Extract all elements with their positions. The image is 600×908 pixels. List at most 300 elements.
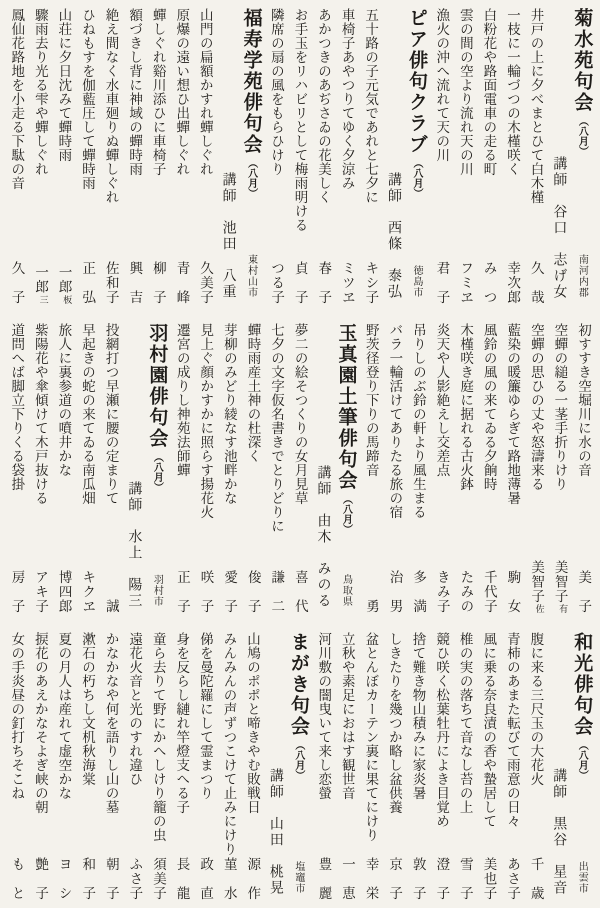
haiku-author: 一 恵: [340, 856, 356, 900]
haiku-author-group: [171, 261, 191, 305]
haiku-column: [146, 8, 169, 308]
haiku-author-group: [7, 570, 27, 614]
haiku-author-group: [573, 570, 593, 614]
haiku-column: [52, 323, 75, 617]
haiku-author: 君 子: [434, 260, 450, 304]
haiku-author: あさ子: [505, 856, 521, 900]
haiku-column: [265, 8, 288, 308]
haiku-author: 青 峰: [174, 260, 190, 304]
haiku-author: 貞 子: [292, 260, 308, 304]
haiku-author-group: [54, 570, 74, 614]
haiku-column: [430, 323, 453, 617]
haiku-author-group: [172, 570, 192, 614]
haiku-author-group: [195, 857, 215, 901]
haiku-text: 遠花火音と光のすれ違ひ: [127, 632, 143, 786]
haiku-author: 澄 子: [434, 856, 450, 900]
lecturer-name: 池田 八重: [220, 220, 236, 300]
haiku-author: 敦 子: [410, 856, 426, 900]
club-title-line: [569, 8, 595, 308]
haiku-column: [288, 323, 311, 617]
club-title-group: [568, 8, 595, 156]
haiku-author: 雪 子: [457, 856, 473, 900]
author-note: 三: [38, 295, 49, 304]
haiku-text: 木槿咲き庭に据れる古火鉢: [458, 323, 474, 491]
haiku-text: 雲の間の空より流れ天の川: [457, 8, 473, 176]
haiku-author-group: [266, 261, 286, 305]
haiku-author-group: [77, 570, 97, 614]
haiku-author-group: [360, 261, 380, 305]
haiku-column: [406, 632, 429, 904]
haiku-text: 河川敷の闇曳いて来し恋螢: [316, 632, 332, 800]
haiku-author: 久 子: [9, 260, 25, 304]
haiku-text: 空蟬の思ひの丈や怒濤来る: [528, 323, 544, 491]
haiku-text: あかつきのあぢさゐの花美しく: [316, 8, 331, 204]
author-note: 有: [558, 604, 569, 613]
haiku-column: [123, 8, 146, 308]
haiku-author-group: [479, 570, 499, 614]
club-city-label: 南河内郡: [576, 254, 588, 298]
haiku-column: [453, 632, 476, 904]
haiku-author: つる子: [269, 260, 285, 304]
haiku-author-group: [431, 857, 451, 901]
haiku-author-group: [172, 857, 192, 901]
lecturer-label: 講師: [315, 465, 331, 497]
lecturer-line: [123, 323, 144, 617]
haiku-column: [524, 8, 547, 308]
club-city-label: 東村山市: [245, 254, 257, 298]
haiku-author-group: [101, 261, 121, 305]
haiku-author: 和 子: [80, 856, 96, 900]
haiku-column: [241, 632, 264, 904]
haiku-column: [430, 8, 453, 308]
haiku-text: バラ一輪活けてありたる旅の宿: [387, 323, 403, 519]
haiku-column: [194, 8, 217, 308]
haiku-column: [454, 8, 477, 308]
haiku-text: 七夕の文字仮名書きでとりどりに: [269, 323, 285, 533]
haiku-author: 博四郎: [56, 569, 72, 613]
haiku-text: 初すすき空堀川に水の音: [575, 323, 591, 477]
club-title-group: [403, 8, 430, 198]
haiku-author-group: [408, 857, 428, 901]
club-month-label: ︵八月︶: [576, 116, 588, 156]
haiku-text: 芽柳のみどり綾なす池畔かな: [221, 323, 237, 505]
haiku-author-group: [148, 857, 168, 901]
club-title: 和光俳句会: [571, 632, 593, 737]
haiku-author: 須美子: [150, 856, 166, 900]
club-title-line: [285, 632, 311, 904]
haiku-author: 美 子: [576, 569, 592, 613]
haiku-text: 腹に来る三尺玉の大花火: [528, 632, 544, 786]
club-title-line: [333, 323, 359, 617]
club-title: 菊水苑句会: [571, 8, 593, 113]
haiku-column: [99, 8, 122, 308]
haiku-text: ひねもすを伽藍圧して蟬時雨: [79, 8, 95, 190]
club-city-label: 鳥取県: [340, 574, 352, 607]
haiku-text: 捩花のあえかなそよぎ峡の朝: [32, 632, 48, 814]
club-section-header: [548, 632, 595, 904]
haiku-column: [170, 323, 193, 617]
haiku-author: アキ子: [33, 569, 49, 613]
haiku-text: 盆とんぼカーテン裏に果てにけり: [363, 632, 379, 842]
lecturer-label: 講師: [220, 172, 236, 204]
haiku-author: 朝 子: [103, 856, 119, 900]
haiku-text: 絶え間なく水車廻りぬ蟬しぐれ: [103, 8, 119, 204]
haiku-text: 身を反らし縺れ竿燈支へる子: [174, 632, 190, 814]
haiku-author: 治 男: [387, 569, 403, 613]
lecturer-name: 谷口 志げ女: [551, 204, 567, 300]
haiku-column: [524, 632, 547, 904]
haiku-text: 隣席の扇の風をもらひけり: [268, 8, 284, 176]
lecturer-line: [264, 632, 285, 904]
haiku-author-group: [337, 857, 357, 901]
club-title-group: [143, 323, 170, 492]
haiku-author-group: [408, 570, 428, 614]
club-month-label: ︵八月︶: [245, 158, 257, 198]
haiku-column: [288, 8, 311, 308]
lecturer-name: 山田 桃晃: [267, 816, 283, 896]
haiku-column: [52, 632, 75, 904]
haiku-column: [454, 323, 477, 617]
haiku-text: 女の手炎昼の釘打ちそこね: [9, 632, 25, 800]
haiku-author-group: [550, 560, 570, 614]
haiku-text: 原爆の遠い想ひ出蟬しぐれ: [174, 8, 190, 176]
haiku-author-group: [30, 265, 50, 304]
haiku-author-group: [30, 570, 50, 614]
haiku-text: 道問へば脚立下りくる袋掛: [9, 323, 25, 491]
haiku-text: 驟雨去り光る雫や蟬しぐれ: [32, 8, 48, 176]
haiku-author: 誠: [103, 598, 119, 613]
haiku-author: も と: [9, 856, 25, 900]
haiku-author-group: [502, 857, 522, 901]
haiku-text: 蟬時雨産土神の杜深く: [245, 323, 261, 463]
haiku-author: 千 歳: [528, 856, 544, 900]
haiku-author: 菫 水: [221, 856, 237, 900]
haiku-author: 多 満: [411, 569, 427, 613]
haiku-author: 久美子: [198, 260, 213, 304]
haiku-author-group: [196, 570, 216, 614]
club-month-label: ︵八月︶: [151, 452, 163, 492]
haiku-text: 藍染の暖簾ゆらぎて路地薄暑: [505, 323, 521, 505]
haiku-author: 勇: [364, 598, 380, 613]
haiku-author-group: [455, 570, 475, 614]
haiku-text: 漁火の沖へ流れて天の川: [434, 8, 450, 162]
haiku-text: 紫陽花や傘傾けて木戸抜ける: [32, 323, 48, 505]
haiku-column: [383, 323, 406, 617]
club-title-group: [332, 323, 359, 534]
haiku-author-group: [219, 570, 239, 614]
lecturer-line: [312, 323, 333, 617]
haiku-author-group: [290, 261, 310, 305]
haiku-column: [501, 8, 524, 308]
haiku-column: [194, 323, 217, 617]
lecturer-line: [548, 8, 569, 308]
haiku-column: [265, 323, 288, 617]
haiku-author: 興 吉: [127, 260, 143, 304]
haiku-author-group: [242, 857, 262, 901]
haiku-column: [477, 632, 500, 904]
haiku-author-group: [30, 857, 50, 901]
haiku-column: [146, 632, 169, 904]
haiku-column: [5, 323, 28, 617]
haiku-text: 童ら去りて野にかへしけり籠の虫: [150, 632, 166, 842]
haiku-text: 捨て難き物山積みに家炎暑: [410, 632, 426, 800]
haiku-text: 遷宮の成りし神苑法師蟬: [174, 323, 190, 477]
haiku-column: [76, 323, 99, 617]
haiku-author-group: [266, 570, 286, 614]
haiku-text: みんみんの声ずつこけて止みにけり: [221, 632, 237, 856]
club-city-label: 徳島市: [410, 265, 422, 298]
haiku-author: 春 子: [316, 260, 332, 304]
haiku-author-group: [54, 265, 74, 304]
haiku-text: 風鈴の風の来てゐる夕餉時: [481, 323, 497, 491]
haiku-author-group: [219, 857, 239, 901]
haiku-author: 美也子: [481, 856, 497, 900]
haiku-author: 房 子: [9, 569, 25, 613]
haiku-column: [501, 632, 524, 904]
club-title-line: [238, 8, 264, 308]
haiku-column: [52, 8, 75, 308]
haiku-author-group: [502, 570, 522, 614]
haiku-column: [76, 632, 99, 904]
haiku-text: 夏の月人は産れて虚空かな: [56, 632, 72, 800]
haiku-author: 柳 子: [150, 260, 166, 304]
haiku-text: 鳳仙花路地を小走る下駄の音: [9, 8, 25, 190]
haiku-author: 駒 女: [505, 569, 521, 613]
haiku-column: [477, 8, 500, 308]
haiku-text: 旅人に裏参道の噴井かな: [56, 323, 72, 477]
haiku-author: 一郎: [56, 265, 72, 294]
haiku-author-group: [243, 570, 263, 614]
club-section-header: [264, 632, 311, 904]
haiku-author: ふさ子: [127, 856, 143, 900]
haiku-text: 炎天や人影絶えし交差点: [434, 323, 450, 477]
club-month-label: ︵八月︶: [340, 494, 352, 534]
haiku-author-group: [479, 261, 499, 305]
lecturer-label: 講師: [551, 768, 567, 800]
lecturer-line: [217, 8, 238, 308]
author-note: 板: [62, 295, 73, 304]
haiku-author: 咲 子: [198, 569, 214, 613]
haiku-column: [336, 632, 359, 904]
haiku-column: [218, 323, 241, 617]
haiku-author: 政 直: [198, 856, 214, 900]
haiku-author: キシ子: [363, 260, 379, 304]
haiku-text: 漱石の朽ちし文机秋海棠: [79, 632, 95, 786]
club-section-header: [123, 323, 170, 617]
haiku-author-group: [148, 261, 168, 305]
haiku-column: [383, 632, 406, 904]
lecturer-line: [548, 632, 569, 904]
haiku-column: [407, 323, 430, 617]
haiku-author: きみ子: [434, 569, 450, 613]
haiku-column: [312, 632, 335, 904]
haiku-text: 早起きの蛇の来てゐる南瓜畑: [79, 323, 95, 505]
club-title: まがき句会: [287, 632, 309, 737]
club-section-header: [312, 323, 359, 617]
haiku-text: 車椅子あやつりてゆく夕涼み: [339, 8, 355, 190]
haiku-column: [312, 8, 335, 308]
haiku-column: [5, 632, 28, 904]
haiku-column: [359, 8, 382, 308]
haiku-author-group: [526, 857, 546, 901]
club-title-group: [285, 632, 312, 780]
haiku-text: 五十路の子元気であれと七夕に: [363, 8, 379, 204]
haiku-column: [29, 8, 52, 308]
haiku-text: 一枝に一輪づつの木槿咲く: [504, 8, 520, 176]
lecturer-name: 由木 みのる: [315, 513, 331, 609]
haiku-column: [572, 323, 595, 617]
haiku-author-group: [77, 857, 97, 901]
haiku-text: 額づきし背に神域の蟬時雨: [127, 8, 143, 176]
haiku-author: 千代子: [481, 569, 497, 613]
haiku-column: [29, 323, 52, 617]
club-title: ピア俳句クラブ: [405, 8, 427, 155]
haiku-column: [477, 323, 500, 617]
haiku-text: 白粉花や路面電車の走る町: [481, 8, 497, 176]
haiku-author-group: [195, 261, 215, 305]
haiku-text: お手玉をリハビリとして梅雨明ける: [292, 8, 308, 232]
haiku-author: キクヱ: [80, 569, 96, 613]
haiku-column: [430, 632, 453, 904]
haiku-author: ヨ シ: [56, 856, 72, 900]
haiku-author: 長 龍: [174, 856, 190, 900]
lecturer-name: 水上 陽三: [126, 529, 142, 609]
haiku-column: [335, 8, 358, 308]
haiku-author-group: [432, 261, 452, 305]
haiku-text: 競ひ咲く松葉牡丹によき目覚め: [434, 632, 450, 828]
haiku-author: フミヱ: [458, 260, 474, 304]
haiku-text: 井戸の上に夕べまとひて白木槿: [528, 8, 544, 204]
haiku-author-group: [7, 857, 27, 901]
haiku-author-group: [526, 560, 546, 614]
haiku-text: 風に乗る奈良漬の香や蟄居して: [481, 632, 497, 828]
club-title: 玉真園土筆俳句会: [335, 323, 357, 491]
haiku-author-group: [337, 261, 357, 305]
haiku-column: [29, 632, 52, 904]
haiku-author: 謙 二: [269, 569, 285, 613]
haiku-author: 豊 麗: [316, 856, 332, 900]
haiku-text: 山荘に夕日沈みて蟬時雨: [56, 8, 72, 162]
haiku-author-group: [384, 857, 404, 901]
haiku-author: 俊 子: [245, 569, 261, 613]
haiku-author: 幸 栄: [363, 856, 379, 900]
lecturer-label: 講師: [267, 768, 283, 800]
lecturer-line: [382, 8, 403, 308]
haiku-text: 俤を曼陀羅にして霊まつり: [197, 632, 213, 800]
haiku-author-group: [502, 261, 522, 305]
haiku-text: しきたりを幾つか略し盆供養: [386, 632, 402, 814]
haiku-text: 夢二の絵そつくりの女月見草: [292, 323, 308, 505]
club-month-label: ︵八月︶: [576, 740, 588, 780]
haiku-column: [170, 632, 193, 904]
haiku-author: 愛 子: [222, 569, 238, 613]
haiku-author: 正 弘: [80, 260, 96, 304]
haiku-author: 美智子: [529, 559, 545, 603]
haiku-author-group: [290, 570, 310, 614]
haiku-text: かなかなや何を語りし山の墓: [103, 632, 119, 814]
haiku-author: 正 子: [174, 569, 190, 613]
haiku-author-group: [313, 857, 333, 901]
haiku-author-group: [455, 261, 475, 305]
haiku-author-group: [54, 857, 74, 901]
club-title-line: [144, 323, 170, 617]
haiku-author-group: [526, 261, 546, 305]
haiku-author: 艶 子: [33, 856, 49, 900]
text-band: [5, 323, 595, 617]
haiku-author: 佐和子: [103, 260, 119, 304]
haiku-author-group: [361, 857, 381, 901]
haiku-column: [359, 632, 382, 904]
haiku-column: [217, 632, 240, 904]
haiku-author-group: [361, 599, 381, 614]
haiku-text: 山門の扁額かすれ蟬しぐれ: [197, 8, 213, 176]
lecturer-label: 講師: [126, 481, 142, 513]
haiku-column: [548, 323, 571, 617]
haiku-author: ミツヱ: [339, 260, 355, 304]
club-city-label: 塩竈市: [292, 861, 304, 894]
haiku-author: 喜 代: [292, 569, 308, 613]
haiku-text: 野茨径登り下りの馬蹄音: [363, 323, 379, 477]
text-band: [5, 632, 595, 904]
club-section-header: [548, 8, 595, 308]
lecturer-label: 講師: [385, 172, 401, 204]
club-title: 羽村園俳句会: [146, 323, 168, 449]
haiku-text: 吊りしのぶ鈴の軒より風生まる: [410, 323, 426, 519]
haiku-author-group: [7, 261, 27, 305]
haiku-author: み つ: [481, 260, 497, 304]
haiku-author-group: [77, 261, 97, 305]
lecturer-name: 西條 泰弘: [385, 220, 401, 300]
haiku-column: [194, 632, 217, 904]
haiku-author-group: [385, 570, 405, 614]
haiku-text: 立秋や素足におはす観世音: [339, 632, 355, 800]
haiku-column: [99, 323, 122, 617]
haiku-column: [360, 323, 383, 617]
haiku-author-group: [101, 857, 121, 901]
lecturer-label: 講師: [551, 156, 567, 188]
haiku-author-group: [101, 599, 121, 614]
author-note: 佐: [534, 604, 545, 613]
haiku-column: [5, 8, 28, 308]
haiku-author-group: [478, 857, 498, 901]
haiku-author: 幸次郎: [505, 260, 521, 304]
haiku-text: 青柿のあまた転びて雨意の日々: [504, 632, 520, 828]
club-title-group: [568, 632, 595, 780]
club-title-line: [569, 632, 595, 904]
club-title-line: [403, 8, 429, 308]
haiku-author: 源 作: [245, 856, 261, 900]
haiku-column: [501, 323, 524, 617]
lecturer-name: 黒谷 星音: [551, 816, 567, 896]
club-month-label: ︵八月︶: [292, 740, 304, 780]
club-city-label: 羽村市: [151, 574, 163, 607]
club-title: 福寿学苑俳句会: [240, 8, 262, 155]
haiku-column: [76, 8, 99, 308]
haiku-author: 一郎: [33, 265, 49, 294]
haiku-column: [123, 632, 146, 904]
haiku-author-group: [313, 261, 333, 305]
haiku-author: 美智子: [552, 559, 568, 603]
haiku-author-group: [124, 857, 144, 901]
haiku-text: 空蟬の縋る一茎手折りけり: [552, 323, 568, 491]
haiku-text: 蟬しぐれ谿川添ひに車椅子: [150, 8, 166, 176]
haiku-text: 投網打つ早瀬に腰の定まりて: [103, 323, 119, 505]
haiku-author: 久 哉: [528, 260, 544, 304]
haiku-author-group: [455, 857, 475, 901]
haiku-text: 見上ぐ顔かすかに照らす揚花火: [198, 323, 214, 519]
haiku-author: 京 子: [387, 856, 403, 900]
haiku-text: 山鳩のポポと啼きやむ敗戦日: [245, 632, 261, 814]
